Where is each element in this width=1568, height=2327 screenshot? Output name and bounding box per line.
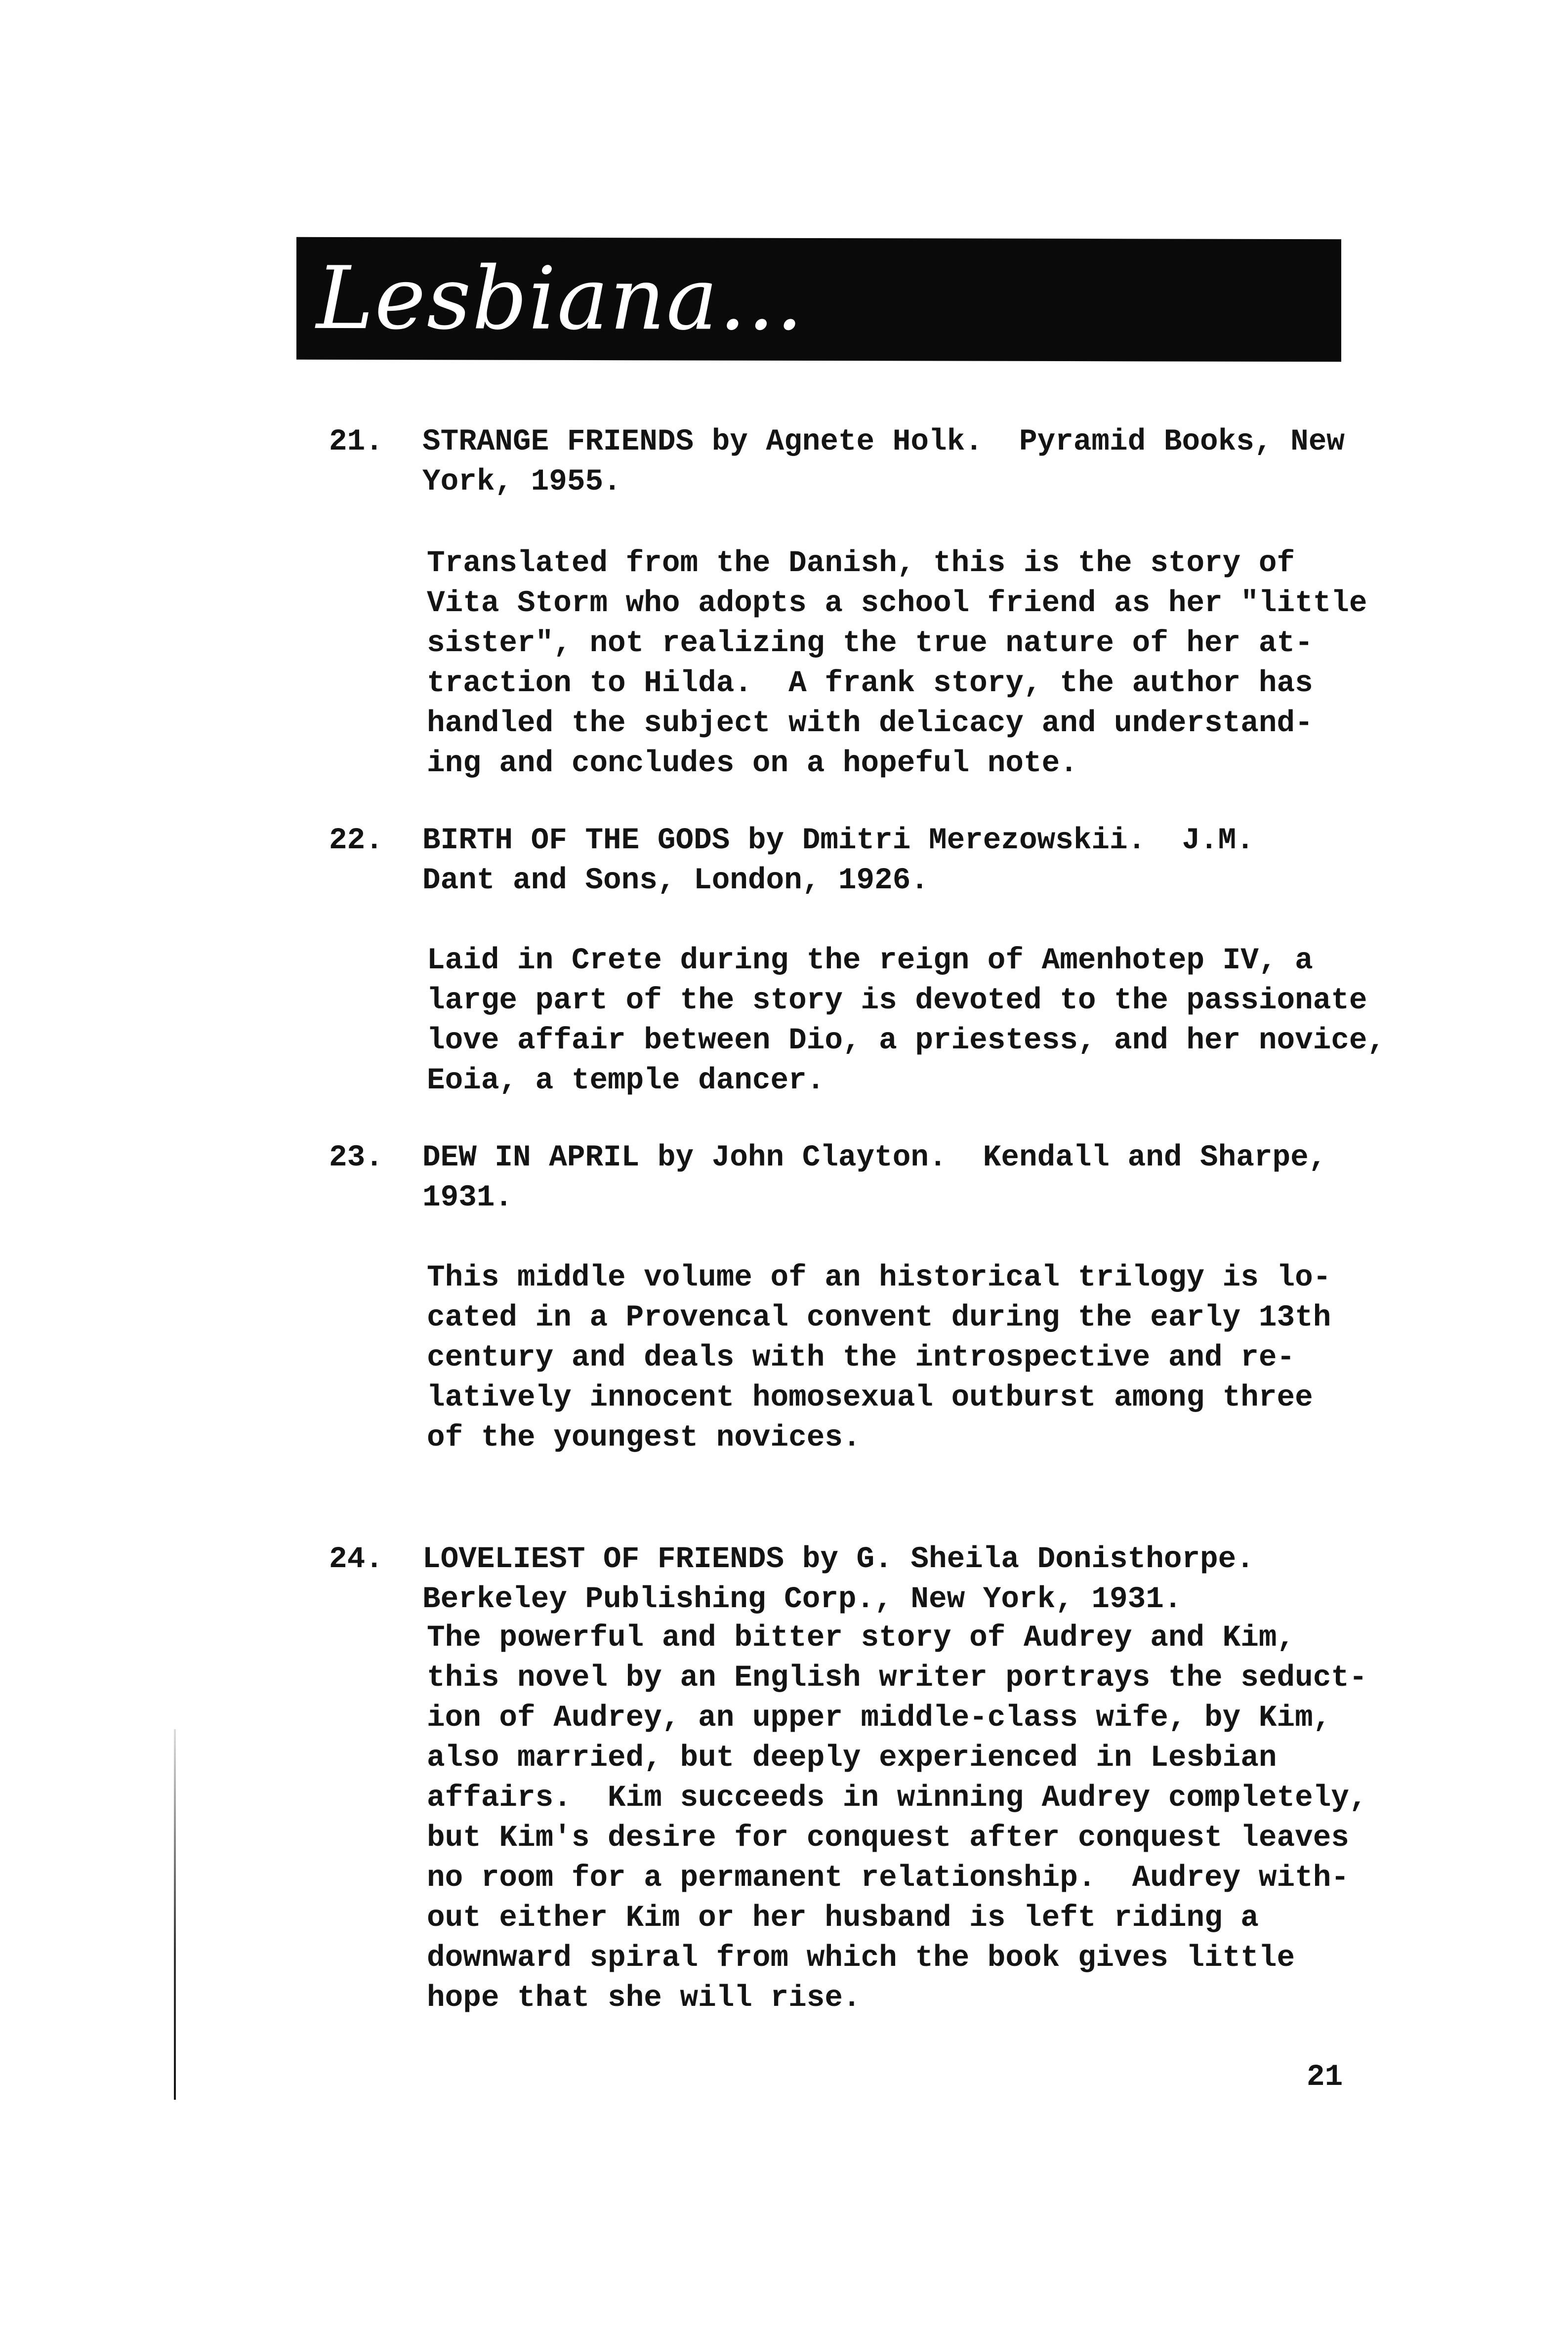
entry-description-line: traction to Hilda. A frank story, the author has [427, 666, 1313, 701]
entry-description-line: no room for a permanent relationship. Audrey with- [427, 1861, 1349, 1895]
entry-description-line: The powerful and bitter story of Audrey and Kim, [427, 1621, 1295, 1655]
entry-description-line: downward spiral from which the book gives little [427, 1941, 1295, 1975]
entry-description-line: but Kim's desire for conquest after conquest leaves [427, 1821, 1349, 1855]
entry-number: 21. [329, 425, 383, 459]
section-title: Lesbiana... [316, 248, 804, 350]
entry-description-line: this novel by an English writer portrays the seduct- [427, 1661, 1367, 1695]
entry-description-line: also married, but deeply experienced in Lesbian [427, 1741, 1277, 1775]
entry-number: 23. [329, 1141, 383, 1175]
entry-description-line: ion of Audrey, an upper middle-class wife, by Kim, [427, 1701, 1331, 1735]
entry-number: 22. [329, 824, 383, 858]
entry-description-line: Eoia, a temple dancer. [427, 1064, 825, 1098]
entry-description-line: cated in a Provencal convent during the early 13th [427, 1301, 1331, 1335]
entry-description-line: out either Kim or her husband is left riding a [427, 1901, 1259, 1935]
entry-description-line: ing and concludes on a hopeful note. [427, 747, 1078, 781]
entry-citation-line: LOVELIEST OF FRIENDS by G. Sheila Donisthorpe. [422, 1542, 1254, 1577]
entry-number: 24. [329, 1542, 383, 1577]
entry-citation-line: Berkeley Publishing Corp., New York, 1931. [422, 1582, 1182, 1617]
entry-description-line: sister", not realizing the true nature of her at- [427, 626, 1313, 661]
entry-citation-line: York, 1955. [422, 465, 621, 499]
entry-citation-line: STRANGE FRIENDS by Agnete Holk. Pyramid Books, New [422, 425, 1345, 459]
entry-description-line: Laid in Crete during the reign of Amenhotep IV, a [427, 944, 1313, 978]
entry-citation-line: DEW IN APRIL by John Clayton. Kendall and Sharpe, [422, 1141, 1327, 1175]
scan-margin-line [174, 1729, 176, 2100]
entry-description-line: handled the subject with delicacy and understand- [427, 706, 1313, 741]
entry-description-line: hope that she will rise. [427, 1981, 861, 2015]
entry-description-line: of the youngest novices. [427, 1421, 861, 1455]
page-number: 21 [1307, 2060, 1343, 2094]
entry-citation-line: BIRTH OF THE GODS by Dmitri Merezowskii. J.M. [422, 824, 1254, 858]
entry-description-line: century and deals with the introspective and re- [427, 1341, 1295, 1375]
entry-description-line: Vita Storm who adopts a school friend as her "little [427, 586, 1367, 621]
section-banner [296, 237, 1341, 362]
entry-citation-line: 1931. [422, 1181, 513, 1215]
entry-description-line: latively innocent homosexual outburst among three [427, 1381, 1313, 1415]
entry-description-line: large part of the story is devoted to the passionate [427, 984, 1367, 1018]
entry-description-line: love affair between Dio, a priestess, and her novice, [427, 1024, 1386, 1058]
entry-description-line: This middle volume of an historical trilogy is lo- [427, 1261, 1331, 1295]
entry-description-line: Translated from the Danish, this is the story of [427, 546, 1295, 581]
entry-description-line: affairs. Kim succeeds in winning Audrey completely, [427, 1781, 1367, 1815]
entry-citation-line: Dant and Sons, London, 1926. [422, 864, 929, 898]
